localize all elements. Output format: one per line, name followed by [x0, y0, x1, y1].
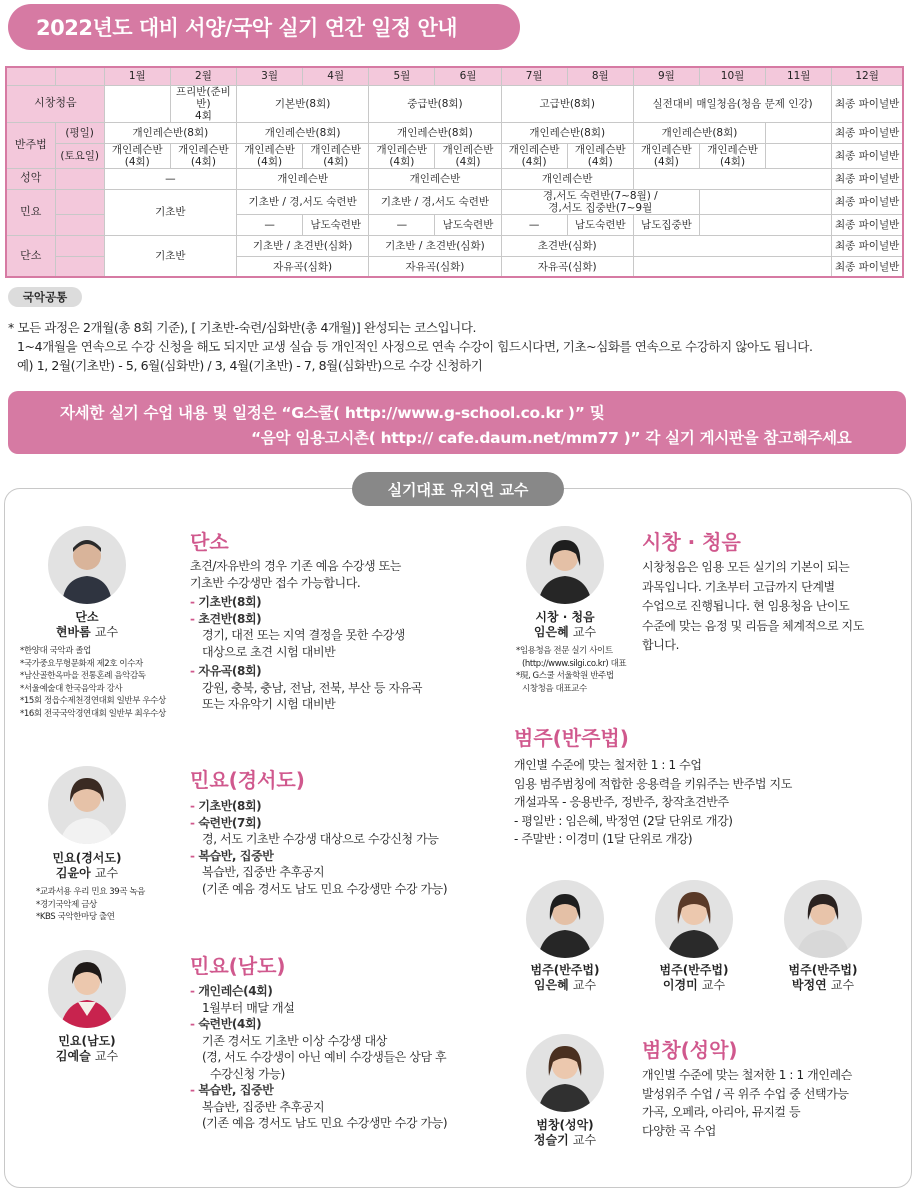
- cell: 프리반(준비반) 4회: [170, 85, 236, 122]
- cell: 기초반: [104, 235, 236, 277]
- cell: 남도집중반: [633, 214, 699, 235]
- row-banju-saturday: [6, 143, 903, 168]
- avatar: [526, 1034, 604, 1112]
- cell: 남도숙련반: [303, 214, 369, 235]
- section-body: 초견/자유반의 경우 기존 예음 수강생 또는 기초반 수강생만 접수 가능합니다. - 기초반(8회) - 초견반(8회) 경기, 대전 또는 지역 결정을 못한 수강생 대상으로 초견 시험 대비반 - 자유곡(8회) 강원, 충북, 충남, 전남, 전북, 부산 등 자유곡 또는 자유악기 시험 대비반: [190, 559, 423, 711]
- cell: 최종 파이널반: [832, 189, 903, 214]
- row-label: 반주법: [6, 122, 55, 168]
- cell: 개인레슨반 (4회): [237, 143, 303, 168]
- avatar-icon: [48, 950, 126, 1028]
- cell: 개인레슨반: [501, 168, 633, 189]
- section-title: 단소: [190, 530, 229, 554]
- avatar-icon: [526, 1034, 604, 1112]
- month-cell: 12월: [832, 67, 903, 85]
- cell: 기초반 / 경,서도 숙련반: [237, 189, 369, 214]
- avatar-icon: [48, 526, 126, 604]
- section-title: 시창 · 청음: [642, 530, 741, 554]
- section-body: 개인별 수준에 맞는 철저한 1 : 1 개인레슨 발성위주 수업 / 곡 위주 수업 중 선택가능 가곡, 오페라, 아리아, 뮤지컬 등 다양한 곡 수업: [642, 1068, 852, 1138]
- cell: 최종 파이널반: [832, 122, 903, 143]
- instructor-bio: *교과서용 우리 민요 39곡 녹음 *경기국악제 금상 *KBS 국악한마당 출연: [36, 887, 145, 922]
- cell: 기초반 / 초견반(심화): [369, 235, 501, 256]
- avatar-icon: [526, 880, 604, 958]
- cell: 최종 파이널반: [832, 214, 903, 235]
- row-sublabel: (토요일): [55, 143, 104, 168]
- cell: 고급반(8회): [501, 85, 633, 122]
- cell: 기초반 / 경,서도 숙련반: [369, 189, 501, 214]
- instructor-name: 시창 · 청음 임은혜 교수: [533, 610, 597, 639]
- cell: 기초반 / 초견반(심화): [237, 235, 369, 256]
- avatar: [48, 950, 126, 1028]
- avatar: [526, 526, 604, 604]
- cell: 최종 파이널반: [832, 85, 903, 122]
- cell: 개인레슨반(8회): [633, 122, 765, 143]
- cell: —: [501, 214, 567, 235]
- info-banner: [8, 391, 906, 454]
- cell: 개인레슨반(8회): [104, 122, 236, 143]
- instructor-name: 범창(성악) 정슬기 교수: [533, 1118, 597, 1147]
- month-cell: 9월: [633, 67, 699, 85]
- note-line: 1~4개월을 연속으로 수강 신청을 해도 되지만 교생 실습 등 개인적인 사정으로 연속 수강이 힘드시다면, 기초~심화를 연속으로 수강하지 않아도 됩니다.: [17, 339, 813, 354]
- instructor-name: 범주(반주법) 이경미 교수: [659, 963, 729, 992]
- avatar: [48, 526, 126, 604]
- section-title: 민요(남도): [190, 954, 286, 978]
- instructor-name: 민요(경서도) 김윤아 교수: [52, 851, 122, 880]
- cell: 개인레슨반 (4회): [104, 143, 170, 168]
- page-title: 2022년도 대비 서양/국악 실기 연간 일정 안내: [8, 4, 520, 50]
- row-label: 단소: [6, 235, 55, 277]
- cell: —: [104, 168, 236, 189]
- cell: 개인레슨반 (4회): [699, 143, 765, 168]
- cell: 실전대비 매일청음(청음 문제 인강): [633, 85, 831, 122]
- month-cell: 5월: [369, 67, 435, 85]
- section-body: - 기초반(8회) - 숙련반(7회) 경, 서도 기초반 수강생 대상으로 수강신청 가능 - 복습반, 집중반 복습반, 집중반 추후공지 (기존 예음 경서도 남도 민요 수강생만 수강 가능): [190, 799, 448, 896]
- month-cell: 10월: [699, 67, 765, 85]
- section-title: 범창(성악): [642, 1038, 738, 1062]
- cell: —: [237, 214, 303, 235]
- month-cell: 2월: [170, 67, 236, 85]
- cell: 개인레슨반 (4회): [633, 143, 699, 168]
- section-body: 개인별 수준에 맞는 철저한 1 : 1 수업 임용 범주범칭에 적합한 응용력을 키워주는 반주법 지도 개설과목 - 응용반주, 정반주, 창작초견반주 - 평일반 : 임은혜, 박정연 (2달 단위로 개강) - 주말반 : 이경미 (1달 단위로 개강): [514, 758, 792, 846]
- instructor-name: 범주(반주법) 박정연 교수: [788, 963, 858, 992]
- cell: 최종 파이널반: [832, 256, 903, 277]
- schedule-table: [5, 66, 904, 278]
- section-title: 민요(경서도): [190, 768, 305, 792]
- cell: 기초반: [104, 189, 236, 235]
- cell: 개인레슨반: [369, 168, 501, 189]
- cell: 개인레슨반(8회): [501, 122, 633, 143]
- month-cell: 6월: [435, 67, 501, 85]
- month-cell: 11월: [766, 67, 832, 85]
- cell: 중급반(8회): [369, 85, 501, 122]
- month-cell: 1월: [104, 67, 170, 85]
- row-banju-weekday: [6, 122, 903, 143]
- cell: 최종 파이널반: [832, 143, 903, 168]
- cell: 자유곡(심화): [237, 256, 369, 277]
- cell: 남도숙련반: [567, 214, 633, 235]
- row-minyo-1: [6, 189, 903, 214]
- section-body: 시창청음은 임용 모든 실기의 기본이 되는 과목입니다. 기초부터 고급까지 단계별 수업으로 진행됩니다. 현 임용청음 난이도 수준에 맞는 음정 및 리듬을 체계적으로 지도 합니다.: [642, 560, 864, 652]
- month-cell: 3월: [237, 67, 303, 85]
- cell: 자유곡(심화): [501, 256, 633, 277]
- notes: [8, 318, 813, 375]
- avatar-icon: [655, 880, 733, 958]
- instructor-name: 민요(남도) 김예슬 교수: [55, 1034, 119, 1063]
- row-label: 시창청음: [6, 85, 104, 122]
- row-label: 성악: [6, 168, 55, 189]
- cell: —: [369, 214, 435, 235]
- cell: 개인레슨반 (4회): [435, 143, 501, 168]
- row-seongak: [6, 168, 903, 189]
- cell: 개인레슨반(8회): [237, 122, 369, 143]
- instructor-bio: *한양대 국악과 졸업 *국가중요무형문화재 제2호 이수자 *남산골한옥마을 전통혼례 음악감독 *서울예술대 한국음악과 강사 *15회 정읍수제천경연대회 일반부 우수상 *16회 전국국악경연대회 일반부 최우수상: [20, 646, 166, 719]
- cell: 개인레슨반: [237, 168, 369, 189]
- avatar: [48, 766, 126, 844]
- month-header-row: [6, 67, 903, 85]
- avatar-icon: [784, 880, 862, 958]
- cell: 개인레슨반 (4회): [567, 143, 633, 168]
- note-line: * 모든 과정은 2개월(총 8회 기준), [ 기초반-숙련/심화반(총 4개월)] 완성되는 코스입니다.: [8, 320, 477, 335]
- row-label: 민요: [6, 189, 55, 235]
- cell: 남도숙련반: [435, 214, 501, 235]
- note-line: 예) 1, 2월(기초반) - 5, 6월(심화반) / 3, 4월(기초반) - 7, 8월(심화반)으로 수강 신청하기: [17, 358, 483, 373]
- cell: 개인레슨반 (4회): [369, 143, 435, 168]
- banner-line: 자세한 실기 수업 내용 및 일정은 “G스쿨( http://www.g-school.co.kr )” 및: [60, 404, 605, 422]
- month-cell: 7월: [501, 67, 567, 85]
- month-cell: 8월: [567, 67, 633, 85]
- avatar: [526, 880, 604, 958]
- instructor-name: 단소 현바롬 교수: [55, 610, 119, 639]
- banner-line: “음악 임용고시촌( http:// cafe.daum.net/mm77 )” 각 실기 게시판을 참고해주세요: [251, 429, 852, 447]
- cell: 최종 파이널반: [832, 168, 903, 189]
- cell: 최종 파이널반: [832, 235, 903, 256]
- panel-title: 실기대표 유지연 교수: [352, 472, 564, 506]
- cell: 경,서도 숙련반(7~8월) / 경,서도 집중반(7~9월: [501, 189, 699, 214]
- cell: 개인레슨반 (4회): [170, 143, 236, 168]
- avatar-icon: [48, 766, 126, 844]
- row-sichang: [6, 85, 903, 122]
- cell: 기본반(8회): [237, 85, 369, 122]
- avatar: [655, 880, 733, 958]
- cell: 개인레슨반(8회): [369, 122, 501, 143]
- cell: 개인레슨반 (4회): [501, 143, 567, 168]
- avatar: [784, 880, 862, 958]
- instructor-name: 범주(반주법) 임은혜 교수: [530, 963, 600, 992]
- month-cell: 4월: [303, 67, 369, 85]
- instructor-bio: *임용청음 전문 실기 사이트 (http://www.silgi.co.kr) 대표 *現, G스쿨 서울학원 반주법 시창청음 대표교수: [516, 646, 627, 694]
- row-danso-1: [6, 235, 903, 256]
- section-title: 범주(반주법): [514, 726, 629, 750]
- section-body: - 개인레슨(4회) 1월부터 매달 개설 - 숙련반(4회) 기존 경서도 기초반 이상 수강생 대상 (경, 서도 수강생이 아닌 예비 수강생들은 상담 후 수강신청 가능) - 복습반, 집중반 복습반, 집중반 추후공지 (기존 예음 경서도 남도 민요 수강생만 수강 가능): [190, 984, 448, 1130]
- row-sublabel: (평일): [55, 122, 104, 143]
- cell: 개인레슨반 (4회): [303, 143, 369, 168]
- cell: 초견반(심화): [501, 235, 633, 256]
- notes-label: 국악공통: [8, 287, 82, 307]
- cell: 자유곡(심화): [369, 256, 501, 277]
- avatar-icon: [526, 526, 604, 604]
